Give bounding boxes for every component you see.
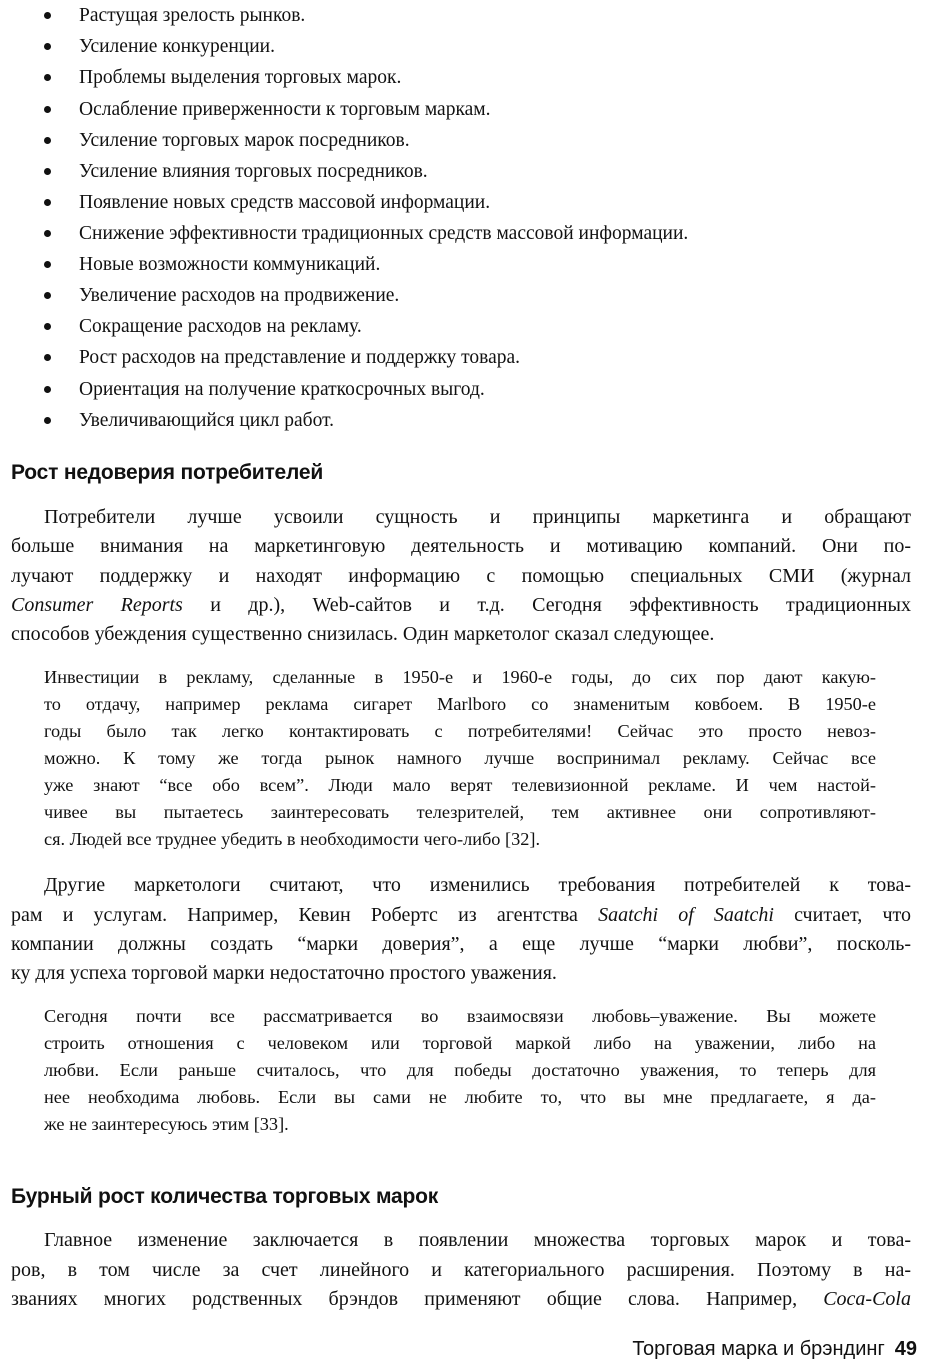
quote-line: чивее вы пытаетесь заинтересовать телезрителей, тем активнее они сопротивляют-: [44, 802, 876, 822]
quote-line: уже знают “все обо всем”. Люди мало верят телевизионной рекламе. И чем настой-: [44, 775, 876, 795]
quote-line: строить отношения с человеком или торговой маркой либо на уважении, либо на: [44, 1033, 876, 1053]
quote-line: годы было так легко контактировать с потребителями! Сейчас это просто невоз-: [44, 721, 876, 741]
bullet-dot: [44, 74, 51, 81]
bullet-dot: [44, 386, 51, 393]
text-line: компании должны создать “марки доверия”, а еще лучше “марки любви”, посколь-: [11, 933, 911, 955]
text-line: [11, 591, 911, 620]
section-heading: Бурный рост количества торговых марок: [11, 1185, 439, 1208]
bullet-dot: [44, 43, 51, 50]
list-item-text: Увеличивающийся цикл работ.: [79, 410, 335, 431]
list-item-text: Проблемы выделения торговых марок.: [79, 67, 402, 88]
text-fragment: рам и услугам. Например, Кевин Робертс из агентства: [11, 904, 599, 926]
text-line: [11, 901, 911, 930]
quote-line: ся. Людей все труднее убедить в необходимости чего-либо [32].: [44, 829, 541, 849]
quote-line: любви. Если раньше считалось, что для победы достаточно уважения, то теперь для: [44, 1060, 876, 1080]
quote-line: можно. К тому же тогда рынок намного лучше воспринимал рекламу. Сейчас все: [44, 748, 876, 768]
text-line: ку для успеха торговой марки недостаточно простого уважения.: [11, 962, 557, 984]
text-fragment: считает, что: [773, 904, 911, 926]
journal-title: Consumer Reports: [11, 594, 183, 616]
list-item-text: Усиление торговых марок посредников.: [79, 130, 410, 151]
list-item-text: Новые возможности коммуникаций.: [79, 254, 381, 275]
text-line: лучают поддержку и находят информацию с помощью специальных СМИ (журнал: [11, 565, 911, 587]
list-item-text: Растущая зрелость рынков.: [79, 5, 306, 26]
page-footer: [632, 1336, 917, 1362]
text-line: [11, 1285, 911, 1314]
text-fragment: званиях многих родственных брэндов применяют общие слова. Например,: [11, 1288, 824, 1310]
list-item-text: Усиление влияния торговых посредников.: [79, 161, 428, 182]
list-item-text: Рост расходов на представление и поддержку товара.: [79, 347, 521, 368]
text-line: больше внимания на маркетинговую деятельность и мотивацию компаний. Они по-: [11, 535, 911, 557]
list-item-text: Ослабление приверженности к торговым маркам.: [79, 99, 491, 120]
text-line: Другие маркетологи считают, что изменились требования потребителей к това-: [44, 874, 911, 896]
text-fragment: и др.), Web-сайтов и т.д. Сегодня эффективность традиционных: [182, 594, 911, 616]
bullet-dot: [44, 261, 51, 268]
bullet-dot: [44, 230, 51, 237]
text-line: способов убеждения существенно снизилась. Один маркетолог сказал следующее.: [11, 623, 715, 645]
quote-line: Сегодня почти все рассматривается во взаимосвязи любовь–уважение. Вы можете: [44, 1006, 876, 1026]
quote-line: Инвестиции в рекламу, сделанные в 1950-е и 1960-е годы, до сих пор дают какую-: [44, 667, 876, 687]
bullet-dot: [44, 168, 51, 175]
agency-name: Saatchi of Saatchi: [598, 904, 774, 926]
quote-line: нее необходима любовь. Если вы сами не любите то, что вы мне предлагаете, я да-: [44, 1087, 876, 1107]
section-heading: Рост недоверия потребителей: [11, 461, 324, 484]
list-item-text: Усиление конкуренции.: [79, 36, 275, 57]
bullet-dot: [44, 417, 51, 424]
list-item-text: Сокращение расходов на рекламу.: [79, 316, 362, 337]
text-line: ров, в том числе за счет линейного и категориального расширения. Поэтому в на-: [11, 1259, 911, 1281]
bullet-dot: [44, 137, 51, 144]
list-item-text: Увеличение расходов на продвижение.: [79, 285, 400, 306]
bullet-dot: [44, 12, 51, 19]
bullet-dot: [44, 199, 51, 206]
list-item-text: Ориентация на получение краткосрочных выгод.: [79, 379, 485, 400]
text-line: Потребители лучше усвоили сущность и принципы маркетинга и обращают: [44, 506, 911, 528]
running-title: Торговая марка и брэндинг: [632, 1338, 885, 1360]
quote-line: же не заинтересуюсь этим [33].: [44, 1114, 289, 1134]
bullet-dot: [44, 354, 51, 361]
bullet-dot: [44, 323, 51, 330]
quote-line: то отдачу, например реклама сигарет Marlboro со знаменитым ковбоем. В 1950-е: [44, 694, 876, 714]
bullet-dot: [44, 106, 51, 113]
text-line: Главное изменение заключается в появлении множества торговых марок и това-: [44, 1229, 911, 1251]
bullet-dot: [44, 292, 51, 299]
brand-name: Coca-Cola: [823, 1288, 911, 1310]
page-number: 49: [894, 1338, 917, 1360]
list-item-text: Снижение эффективности традиционных средств массовой информации.: [79, 223, 689, 244]
list-item-text: Появление новых средств массовой информации.: [79, 192, 491, 213]
